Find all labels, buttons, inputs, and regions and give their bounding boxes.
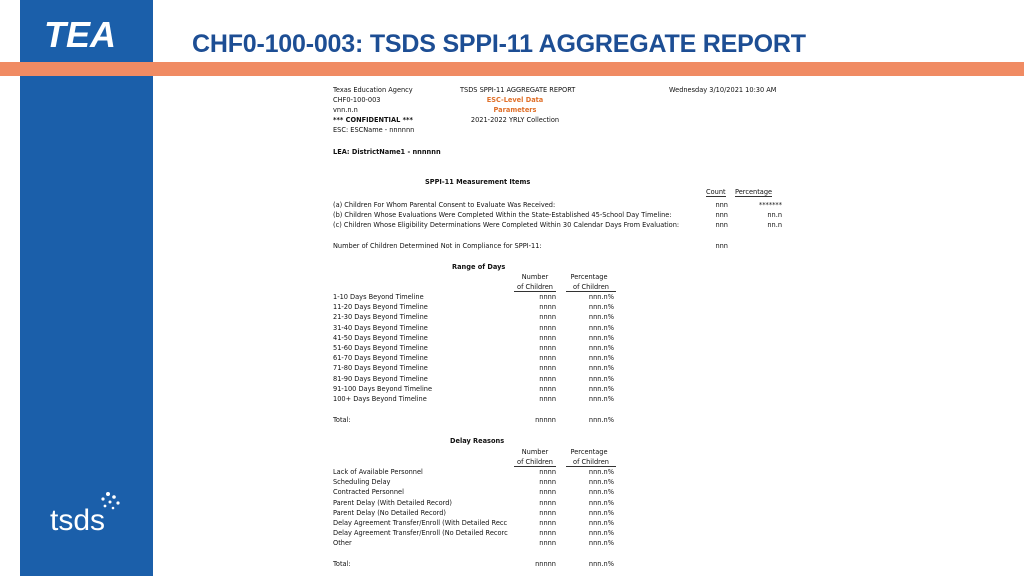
- table-row-number: nnnn: [539, 313, 556, 322]
- noncompliance-label: Number of Children Determined Not in Compliance for SPPI-11:: [333, 242, 542, 250]
- delay-pct-header-2: of Children: [566, 458, 616, 467]
- table-row-percentage: nnn.n%: [588, 468, 614, 476]
- table-row-number: nnnn: [539, 323, 556, 332]
- table-row-percentage: nnn.n%: [588, 519, 614, 527]
- measurement-row-b-pct: nn.n: [767, 211, 782, 219]
- table-row-label: Scheduling Delay: [333, 478, 391, 487]
- tsds-logo: [48, 488, 128, 538]
- measurement-row-c-count: nnn: [715, 221, 728, 229]
- tea-logo-text: TEA: [44, 14, 116, 54]
- table-row-number: nnnn: [539, 354, 556, 363]
- range-total-number: nnnnn: [535, 416, 556, 424]
- table-row-label: 71-80 Days Beyond Timeline: [333, 364, 428, 373]
- table-row-percentage: nnn.n%: [588, 364, 614, 373]
- table-row-percentage: nnn.n%: [588, 323, 614, 332]
- tea-logo: [44, 14, 132, 54]
- esc-line: ESC: ESCName - nnnnnn: [333, 126, 415, 134]
- report-document: [330, 80, 790, 576]
- table-row-percentage: nnn.n%: [588, 303, 614, 312]
- delay-total-label: Total:: [333, 560, 351, 568]
- table-row-number: nnnn: [539, 374, 556, 383]
- data-level: ESC-Level Data: [486, 96, 544, 104]
- table-row-label: Other: [333, 539, 352, 548]
- table-row-label: 11-20 Days Beyond Timeline: [333, 303, 428, 312]
- table-row-percentage: nnn.n%: [588, 384, 614, 393]
- measurement-percentage-header: Percentage: [735, 188, 773, 196]
- range-pct-header-1: Percentage: [570, 273, 608, 281]
- table-row-label: 21-30 Days Beyond Timeline: [333, 313, 428, 322]
- range-heading: Range of Days: [452, 263, 506, 271]
- table-row-percentage: nnn.n%: [588, 395, 614, 403]
- table-row-number: nnnn: [539, 478, 556, 487]
- table-row-label: 81-90 Days Beyond Timeline: [333, 374, 428, 383]
- measurement-row-c-label: (c) Children Whose Eligibility Determinations Were Completed Within 30 Calendar Days From Evaluation:: [333, 221, 680, 229]
- table-row-label: Delay Agreement Transfer/Enroll (With Detailed Recc: [333, 519, 508, 527]
- measurement-count-header: Count: [706, 188, 726, 196]
- table-row-percentage: nnn.n%: [588, 498, 614, 507]
- table-row-label: Parent Delay (No Detailed Record): [333, 508, 446, 517]
- measurement-row-a-pct: *******: [758, 201, 782, 209]
- measurement-row-b-label: (b) Children Whose Evaluations Were Completed Within the State-Established 45-School Day Timeline:: [333, 211, 672, 219]
- table-row-label: 51-60 Days Beyond Timeline: [333, 344, 428, 352]
- table-row-percentage: nnn.n%: [588, 539, 614, 548]
- table-row-percentage: nnn.n%: [588, 354, 614, 363]
- delay-total-pct: nnn.n%: [588, 560, 614, 568]
- noncompliance-value: nnn: [715, 242, 728, 250]
- table-row-percentage: nnn.n%: [588, 488, 614, 497]
- table-row-percentage: nnn.n%: [588, 344, 614, 352]
- table-row-number: nnnn: [539, 468, 556, 476]
- table-row-number: nnnn: [539, 364, 556, 373]
- table-row-label: 31-40 Days Beyond Timeline: [333, 323, 428, 332]
- table-row-label: 91-100 Days Beyond Timeline: [333, 384, 433, 393]
- table-row-number: nnnn: [539, 519, 556, 527]
- report-id: CHF0-100-003: [333, 96, 381, 104]
- measurement-row-a-count: nnn: [715, 201, 728, 209]
- delay-number-header-1: Number: [521, 448, 549, 456]
- table-row-label: 1-10 Days Beyond Timeline: [333, 293, 424, 301]
- table-row-percentage: nnn.n%: [588, 374, 614, 383]
- table-row-percentage: nnn.n%: [588, 313, 614, 322]
- collection-label: 2021-2022 YRLY Collection: [470, 116, 560, 124]
- report-version: vnn.n.n: [333, 106, 358, 114]
- tsds-logo-text: tsds: [50, 504, 106, 537]
- range-total-label: Total:: [333, 416, 351, 424]
- lea-line: LEA: DistrictName1 - nnnnnn: [333, 148, 441, 156]
- measurement-row-a-label: (a) Children For Whom Parental Consent to Evaluate Was Received:: [333, 201, 556, 209]
- range-pct-header-2: of Children: [566, 283, 616, 292]
- table-row-number: nnnn: [539, 529, 556, 538]
- table-row-number: nnnn: [539, 395, 556, 403]
- confidential-label: *** CONFIDENTIAL ***: [333, 116, 413, 124]
- table-row-percentage: nnn.n%: [588, 478, 614, 487]
- table-row-percentage: nnn.n%: [588, 529, 614, 538]
- measurement-heading: SPPI-11 Measurement Items: [425, 178, 531, 186]
- table-row-percentage: nnn.n%: [588, 333, 614, 342]
- table-row-number: nnnn: [539, 293, 556, 301]
- table-row-number: nnnn: [539, 384, 556, 393]
- agency-name: Texas Education Agency: [333, 86, 413, 94]
- table-row-number: nnnn: [539, 539, 556, 548]
- table-row-label: Parent Delay (With Detailed Record): [333, 498, 452, 507]
- accent-bar: [0, 62, 1024, 76]
- table-row-label: Delay Agreement Transfer/Enroll (No Detailed Recorc: [333, 529, 508, 538]
- range-number-header-2: of Children: [514, 283, 556, 292]
- table-row-label: 41-50 Days Beyond Timeline: [333, 333, 428, 342]
- table-row-percentage: nnn.n%: [588, 293, 614, 301]
- range-total-pct: nnn.n%: [588, 416, 614, 424]
- table-row-number: nnnn: [539, 344, 556, 352]
- table-row-number: nnnn: [539, 333, 556, 342]
- delay-total-number: nnnnn: [535, 560, 556, 568]
- table-row-number: nnnn: [539, 488, 556, 497]
- report-timestamp: Wednesday 3/10/2021 10:30 AM: [669, 86, 777, 94]
- parameters-label: Parameters: [493, 106, 537, 114]
- table-row-number: nnnn: [539, 303, 556, 312]
- delay-heading: Delay Reasons: [450, 437, 505, 445]
- table-row-label: Lack of Available Personnel: [333, 468, 423, 476]
- report-name: TSDS SPPI-11 AGGREGATE REPORT: [460, 86, 576, 94]
- table-row-percentage: nnn.n%: [588, 508, 614, 517]
- measurement-row-b-count: nnn: [715, 211, 728, 219]
- range-number-header-1: Number: [521, 273, 549, 281]
- page-title: CHF0-100-003: TSDS SPPI-11 AGGREGATE REPORT: [192, 30, 806, 58]
- delay-pct-header-1: Percentage: [570, 448, 608, 456]
- measurement-row-c-pct: nn.n: [767, 221, 782, 229]
- table-row-label: Contracted Personnel: [333, 488, 404, 497]
- delay-number-header-2: of Children: [514, 458, 556, 467]
- table-row-label: 61-70 Days Beyond Timeline: [333, 354, 428, 363]
- table-row-number: nnnn: [539, 508, 556, 517]
- table-row-number: nnnn: [539, 498, 556, 507]
- table-row-label: 100+ Days Beyond Timeline: [333, 395, 427, 403]
